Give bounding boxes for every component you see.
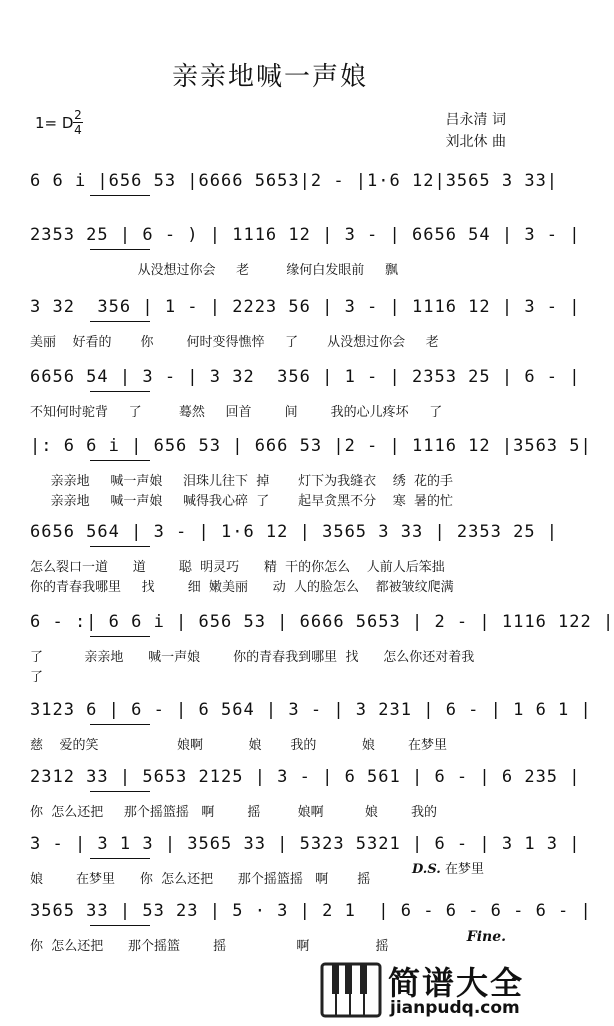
notation-line: 6 - :| 6 6 i | 656 53 | 6666 5653 | 2 - | 1116 122 | — [30, 612, 614, 632]
beam-line — [90, 791, 150, 792]
lyric-line: 你的青春我哪里 找 细 嫩美丽 动 人的脸怎么 都被皱纹爬满 — [30, 580, 454, 595]
composer-credit: 刘北休 曲 — [445, 134, 506, 150]
lyric-line: 美丽 好看的 你 何时变得憔悴 了 从没想过你会 老 — [30, 335, 439, 350]
logo-title: 简谱大全 — [388, 964, 525, 1002]
notation-line: 3565 33 | 53 23 | 5 · 3 | 2 1 | 6 - 6 - 6 - 6 - | — [30, 901, 592, 921]
fine-marker: Fine. — [466, 929, 506, 945]
beam-line — [90, 249, 150, 250]
notation-line: 3 - | 3 1 3 | 3565 33 | 5323 5321 | 6 - | 3 1 3 | — [30, 834, 581, 854]
lyric-line: 亲亲地 喊一声娘 喊得我心碎 了 起早贪黑不分 寒 暑的忙 — [30, 494, 453, 509]
beam-line — [90, 195, 150, 196]
beam-line — [90, 925, 150, 926]
beam-line — [90, 460, 150, 461]
notation-line: 3123 6 | 6 - | 6 564 | 3 - | 3 231 | 6 - | 1 6 1 | — [30, 700, 592, 720]
logo-url: jianpudq.com — [390, 998, 520, 1018]
lyric-line: 亲亲地 喊一声娘 泪珠儿往下 掉 灯下为我缝衣 绣 花的手 — [30, 474, 453, 489]
ds-lyric: 在梦里 — [444, 862, 484, 877]
notation-line: 6656 564 | 3 - | 1·6 12 | 3565 3 33 | 2353 25 | — [30, 522, 559, 542]
beam-line — [90, 321, 150, 322]
notation-line: 6 6 i |656 53 |6666 5653|2 - |1·6 12|3565 3 33| — [30, 171, 559, 191]
lyric-line: 慈 爱的笑 娘啊 娘 我的 娘 在梦里 — [30, 738, 447, 753]
beam-line — [90, 724, 150, 725]
ds-marker — [412, 858, 484, 877]
time-bottom: 4 — [74, 123, 82, 137]
lyric-line: 娘 在梦里 你 怎么还把 那个摇篮摇 啊 摇 — [30, 872, 379, 887]
notation-line: 3 32 356 | 1 - | 2223 56 | 3 - | 1116 12 | 3 - | — [30, 297, 581, 317]
lyric-line: 不知何时驼背 了 蓦然 回首 间 我的心儿疼坏 了 — [30, 405, 443, 420]
lyric-line: 你 怎么还把 那个摇篮摇 啊 摇 娘啊 娘 我的 — [30, 805, 437, 820]
site-logo — [320, 958, 530, 1020]
beam-line — [90, 391, 150, 392]
notation-line: 2312 33 | 5653 2125 | 3 - | 6 561 | 6 - | 6 235 | — [30, 767, 581, 787]
key-signature: 1= D — [35, 114, 74, 132]
ds-label: D.S. — [412, 862, 441, 877]
lyric-line: 了 亲亲地 喊一声娘 你的青春我到哪里 找 怎么你还对着我 — [30, 650, 475, 665]
time-top: 2 — [74, 108, 82, 122]
beam-line — [90, 546, 150, 547]
song-title: 亲亲地喊一声娘 — [171, 62, 368, 92]
notation-line: |: 6 6 i | 656 53 | 666 53 |2 - | 1116 12 |3563 5| — [30, 436, 592, 456]
beam-line — [90, 636, 150, 637]
time-signature — [73, 109, 83, 136]
lyric-line: 你 怎么还把 那个摇篮 摇 啊 摇 — [30, 939, 389, 954]
piano-keys-icon — [320, 958, 384, 1020]
notation-line: 6656 54 | 3 - | 3 32 356 | 1 - | 2353 25 | 6 - | — [30, 367, 581, 387]
lyricist-credit: 吕永清 词 — [445, 112, 506, 128]
notation-line: 2353 25 | 6 - ) | 1116 12 | 3 - | 6656 54 | 3 - | — [30, 225, 581, 245]
beam-line — [90, 858, 150, 859]
lyric-line: 从没想过你会 老 缘何白发眼前 飘 — [30, 263, 398, 278]
lyric-line: 怎么裂口一道 道 聪 明灵巧 精 干的你怎么 人前人后笨拙 — [30, 560, 445, 575]
lyric-line: 了 — [30, 670, 44, 685]
